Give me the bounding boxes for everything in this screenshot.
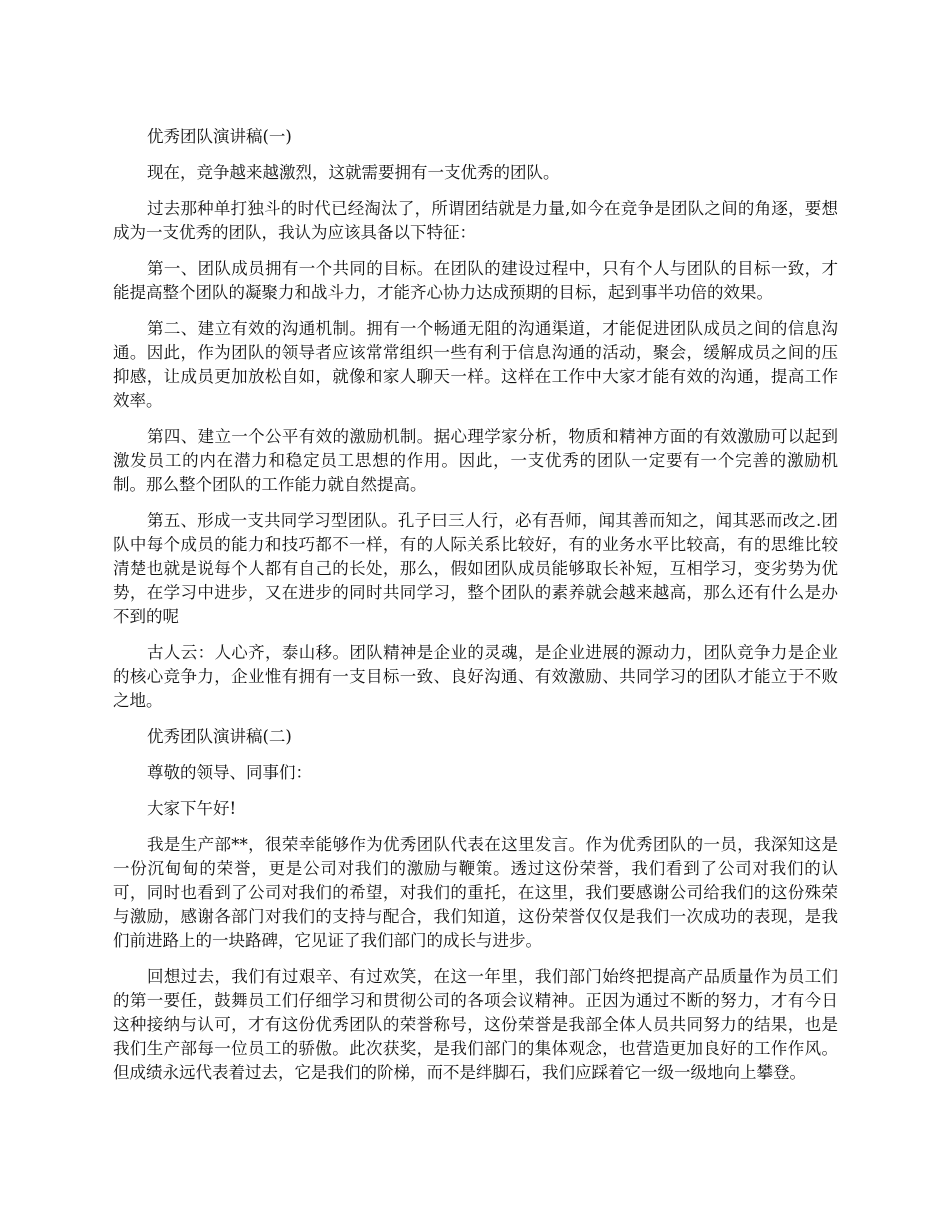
- paragraph-conclusion-1: 古人云：人心齐，泰山移。团队精神是企业的灵魂，是企业进展的源动力，团队竞争力是企业的核心竞争力，企业惟有拥有一支目标一致、良好沟通、有效激励、共同学习的团队才能立于不败之地。: [113, 643, 838, 710]
- paragraph-point-2: 第二、建立有效的沟通机制。拥有一个畅通无阻的沟通渠道，才能促进团队成员之间的信息沟通。因此，作为团队的领导者应该常常组织一些有利于信息沟通的活动，聚会，缓解成员之间的压抑感，让成员更加放松自如，就像和家人聊天一样。这样在工作中大家才能有效的沟通，提高工作效率。: [113, 319, 838, 410]
- paragraph-point-1: 第一、团队成员拥有一个共同的目标。在团队的建设过程中，只有个人与团队的目标一致，才能提高整个团队的凝聚力和战斗力，才能齐心协力达成预期的目标，起到事半功倍的效果。: [113, 259, 838, 302]
- paragraph-point-5: 第五、形成一支共同学习型团队。孔子曰三人行，必有吾师，闻其善而知之，闻其恶而改之.团队中每个成员的能力和技巧都不一样，有的人际关系比较好，有的业务水平比较高，有的思维比较清楚也就是说每个人都有自己的长处，那么，假如团队成员能够取长补短，互相学习，变劣势为优势，在学习中进步，又在进步的同时共同学习，整个团队的素养就会越来越高，那么还有什么是办不到的呢: [113, 511, 838, 626]
- paragraph-introduction-2: 我是生产部**，很荣幸能够作为优秀团队代表在这里发言。作为优秀团队的一员，我深知这是一份沉甸甸的荣誉，更是公司对我们的激励与鞭策。透过这份荣誉，我们看到了公司对我们的认可，同时也看到了公司对我们的希望，对我们的重托，在这里，我们要感谢公司给我们的这份殊荣与激励，感谢各部门对我们的支持与配合，我们知道，这份荣誉仅仅是我们一次成功的表现，是我们前进路上的一块路碑，它见证了我们部门的成长与进步。: [113, 835, 838, 950]
- document-body: [113, 125, 838, 1097]
- paragraph-era: 过去那种单打独斗的时代已经淘汰了，所谓团结就是力量,如今在竞争是团队之间的角逐，要想成为一支优秀的团队，我认为应该具备以下特征：: [113, 199, 838, 242]
- paragraph-point-4: 第四、建立一个公平有效的激励机制。据心理学家分析，物质和精神方面的有效激励可以起到激发员工的内在潜力和稳定员工思想的作用。因此，一支优秀的团队一定要有一个完善的激励机制。那么整个团队的工作能力就自然提高。: [113, 427, 838, 494]
- speech-title-2: 优秀团队演讲稿(二): [147, 727, 292, 746]
- paragraph-intro: 现在，竞争越来越激烈，这就需要拥有一支优秀的团队。: [147, 163, 560, 182]
- greeting: 大家下午好!: [147, 799, 237, 818]
- paragraph-review: 回想过去，我们有过艰辛、有过欢笑，在这一年里，我们部门始终把提高产品质量作为员工们的第一要任，鼓舞员工们仔细学习和贯彻公司的各项会议精神。正因为通过不断的努力，才有今日这种接纳与认可，才有这份优秀团队的荣誉称号，这份荣誉是我部全体人员共同努力的结果，也是我们生产部每一位员工的骄傲。此次获奖，是我们部门的集体观念，也营造更加良好的工作作风。但成绩永远代表着过去，它是我们的阶梯，而不是绊脚石，我们应踩着它一级一级地向上攀登。: [113, 967, 838, 1082]
- speech-title-1: 优秀团队演讲稿(一): [147, 127, 292, 146]
- salutation: 尊敬的领导、同事们：: [147, 763, 312, 782]
